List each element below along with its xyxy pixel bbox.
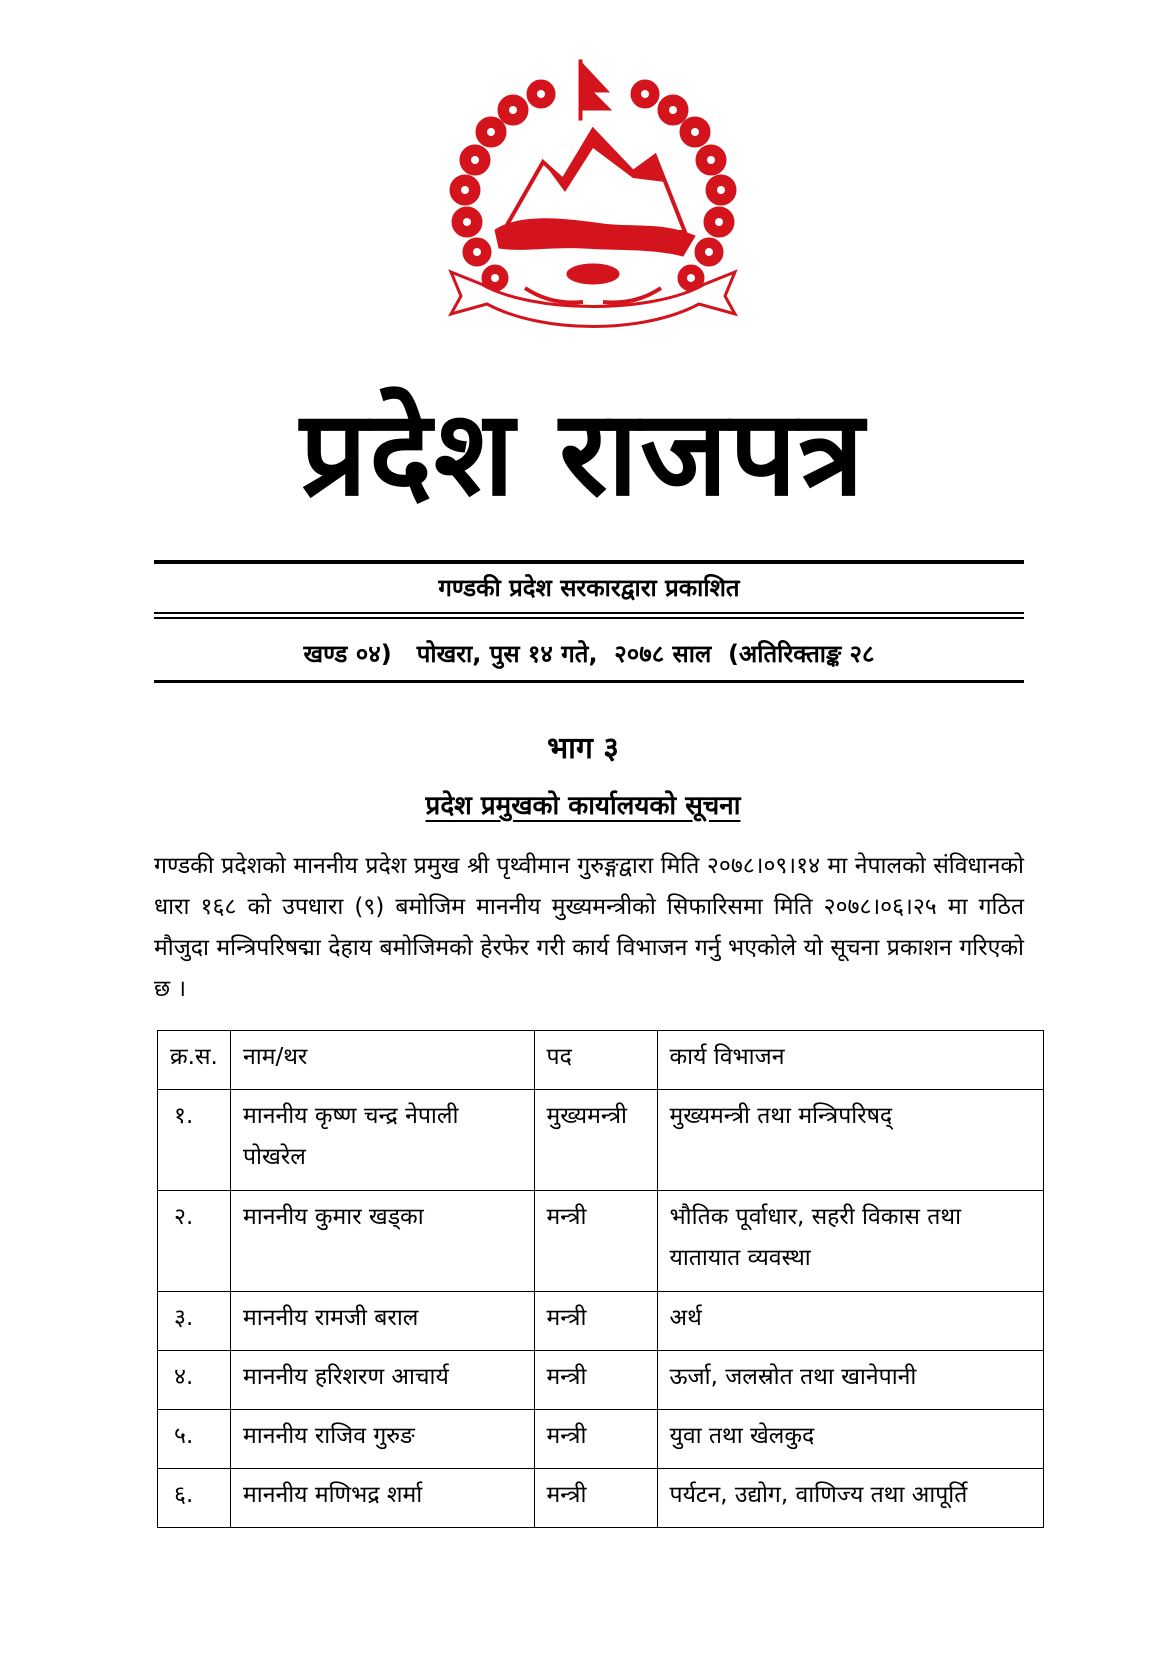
cell-portfolio: ऊर्जा, जलस्रोत तथा खानेपानी xyxy=(657,1351,1044,1410)
cell-name: माननीय कुमार खड्का xyxy=(230,1191,534,1292)
cell-post: मुख्यमन्त्री xyxy=(534,1090,657,1191)
gazette-title: प्रदेश राजपत्र xyxy=(300,384,866,522)
part-label: भाग ३ xyxy=(547,731,619,766)
header-serial: क्र.स. xyxy=(158,1031,231,1090)
cell-portfolio: भौतिक पूर्वाधार, सहरी विकास तथा यातायात व्यवस्था xyxy=(657,1191,1044,1292)
cell-portfolio: मुख्यमन्त्री तथा मन्त्रिपरिषद् xyxy=(657,1090,1044,1191)
cell-serial: ४. xyxy=(158,1351,231,1410)
issue-line: खण्ड ०४) पोखरा, पुस १४ गते, २०७८ साल (अतिरिक्ताङ्क २८ xyxy=(303,640,875,668)
notice-heading xyxy=(0,786,1166,822)
cell-post: मन्त्री xyxy=(534,1351,657,1410)
publisher-line: गण्डकी प्रदेश सरकारद्वारा प्रकाशित xyxy=(438,574,740,602)
header-portfolio: कार्य विभाजन xyxy=(657,1031,1044,1090)
cell-serial: १. xyxy=(158,1090,231,1191)
cell-portfolio: पर्यटन, उद्योग, वाणिज्य तथा आपूर्ति xyxy=(657,1469,1044,1528)
cell-post: मन्त्री xyxy=(534,1410,657,1469)
table-row xyxy=(158,1351,1044,1410)
table-row xyxy=(158,1469,1044,1528)
cell-name: माननीय रामजी बराल xyxy=(230,1292,534,1351)
header-name: नाम/थर xyxy=(230,1031,534,1090)
table-header-row xyxy=(158,1031,1044,1090)
double-rule-upper xyxy=(154,612,1024,614)
cell-name: माननीय हरिशरण आचार्य xyxy=(230,1351,534,1410)
portfolio-table xyxy=(157,1030,1044,1528)
cell-serial: ३. xyxy=(158,1292,231,1351)
table-row xyxy=(158,1191,1044,1292)
table-row xyxy=(158,1090,1044,1191)
handshake-icon xyxy=(567,264,619,284)
header-post: पद xyxy=(534,1031,657,1090)
table-row xyxy=(158,1292,1044,1351)
notice-heading-text: प्रदेश प्रमुखको कार्यालयको सूचना xyxy=(425,791,741,821)
notice-body: गण्डकी प्रदेशको माननीय प्रदेश प्रमुख श्री पृथ्वीमान गुरुङ्गद्वारा मिति २०७८।०९।१४ मा नेपालको संविधानको धारा १६८ को उपधारा (९) बमोजिम माननीय मुख्यमन्त्रीको सिफारिसमा मिति २०७८।०६।२५ मा गठित मौजुदा मन्त्रिपरिषद्मा देहाय बमोजिमको हेरफेर गरी कार्य विभाजन गर्नु भएकोले यो सूचना प्रकाशन गरिएको छ । xyxy=(154,853,1024,1002)
cell-name: माननीय कृष्ण चन्द्र नेपाली पोखरेल xyxy=(230,1090,534,1191)
table-row xyxy=(158,1410,1044,1469)
cell-post: मन्त्री xyxy=(534,1469,657,1528)
top-rule xyxy=(154,560,1024,564)
double-rule-lower xyxy=(154,617,1024,619)
bottom-rule xyxy=(154,680,1024,683)
cell-post: मन्त्री xyxy=(534,1191,657,1292)
cell-portfolio: अर्थ xyxy=(657,1292,1044,1351)
cell-serial: २. xyxy=(158,1191,231,1292)
cell-portfolio: युवा तथा खेलकुद xyxy=(657,1410,1044,1469)
cell-post: मन्त्री xyxy=(534,1292,657,1351)
cell-serial: ५. xyxy=(158,1410,231,1469)
flag-icon xyxy=(579,60,611,120)
emblem-seal-image xyxy=(433,52,753,352)
cell-name: माननीय राजिव गुरुङ xyxy=(230,1410,534,1469)
cell-name: माननीय मणिभद्र शर्मा xyxy=(230,1469,534,1528)
cell-serial: ६. xyxy=(158,1469,231,1528)
